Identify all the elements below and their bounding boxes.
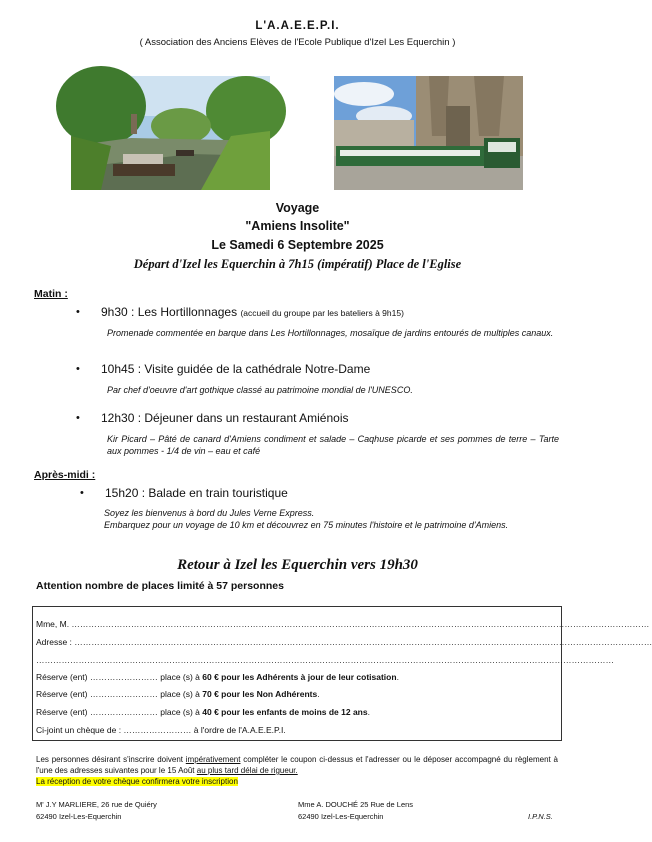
section-apresmidi: Après-midi : (34, 469, 96, 481)
reserve-enfants[interactable]: Réserve (ent) …………………… place (s) à 40 € pour les enfants de moins de 12 ans. (36, 707, 370, 717)
cheque-dots: …………………… (123, 725, 192, 735)
item-note: (accueil du groupe par les bateliers à 9h15) (240, 308, 404, 318)
name-label: Mme, M. (36, 619, 72, 629)
cheque-label: Ci-joint un chèque de : (36, 725, 124, 735)
info-imperatif: impérativement (185, 755, 241, 764)
reserve-adherents[interactable]: Réserve (ent) …………………… place (s) à 60 € pour les Adhérents à jour de leur cotisation. (36, 672, 399, 682)
contact-line: Mme A. DOUCHÉ 25 Rue de Lens (298, 800, 414, 809)
return-time: Retour à Izel les Equerchin vers 19h30 (177, 557, 418, 573)
reserve-label: Réserve (ent) (36, 707, 90, 717)
address-field[interactable] (36, 637, 652, 647)
place-label: place (s) à (157, 707, 203, 717)
contact-line: M' J.Y MARLIERE, 26 rue de Quiéry (36, 800, 157, 809)
price-enfants: 40 € pour les enfants de moins de 12 ans (202, 707, 368, 717)
contact-line: 62490 Izel-Les-Equerchin (298, 812, 384, 821)
ipns-mark: I.P.N.S. (528, 812, 553, 821)
program-item-train (105, 486, 288, 500)
cheque-order: à l'ordre de l'A.A.E.E.P.I. (191, 725, 286, 735)
place-label: place (s) à (157, 689, 203, 699)
info-text: compléter le coupon ci-dessus et l'adresser ou le déposer accompagné du règlement à l'une des adresses suivantes pour le 15 Août (36, 755, 558, 775)
bullet-icon: • (80, 487, 84, 499)
places-warning: Attention nombre de places limité à 57 personnes (36, 580, 284, 592)
item-time: 12h30 : Déjeuner dans un restaurant Amiénois (101, 411, 349, 425)
item-time: 9h30 : Les Hortillonnages (101, 305, 238, 319)
reserve-label: Réserve (ent) (36, 672, 90, 682)
event-departure: Départ d'Izel les Equerchin à 7h15 (impératif) Place de l'Eglise (133, 257, 462, 271)
reserve-label: Réserve (ent) (36, 689, 90, 699)
item-description: Par chef d'oeuvre d'art gothique classé au patrimoine mondial de l'UNESCO. (107, 385, 413, 395)
org-title: L'A.A.E.E.P.I. (255, 20, 340, 32)
info-deadline: au plus tard délai de rigueur. (196, 766, 298, 775)
address-field-line2[interactable] (36, 655, 614, 665)
item-time: 10h45 : Visite guidée de la cathédrale Notre-Dame (101, 362, 371, 376)
bullet-icon: • (76, 363, 80, 375)
place-label: place (s) à (157, 672, 203, 682)
info-text: Les personnes désirant s'inscrire doivent (36, 755, 186, 764)
address-label: Adresse : (36, 637, 75, 647)
info-confirmation: La réception de votre chèque confirmera votre inscription (36, 777, 238, 786)
address-dots: …………………………………………………………………………………………………………………………………………………………………………………… (36, 655, 614, 665)
item-time: 15h20 : Balade en train touristique (105, 486, 288, 500)
bullet-icon: • (76, 306, 80, 318)
event-title: "Amiens Insolite" (245, 219, 350, 233)
hortillonnages-photo (71, 76, 270, 190)
section-matin: Matin : (34, 288, 68, 300)
program-item-dejeuner (101, 411, 349, 425)
event-type: Voyage (275, 201, 320, 215)
cathedral-train-photo (334, 76, 523, 190)
reserve-non-adherents[interactable]: Réserve (ent) …………………… place (s) à 70 € pour les Non Adhérents. (36, 689, 320, 699)
program-item-hortillonnages (101, 305, 404, 319)
cheque-field[interactable] (36, 725, 286, 735)
registration-instructions (36, 754, 558, 787)
name-field[interactable] (36, 619, 650, 629)
item-description: Embarquez pour un voyage de 10 km et découvrez en 75 minutes l'histoire et le patrimoine d'Amiens. (104, 520, 509, 530)
org-subtitle: ( Association des Anciens Elèves de l'Ecole Publique d'Izel Les Equerchin ) (139, 37, 456, 48)
reserve-dots: …………………… (89, 707, 158, 717)
price-adherents: 60 € pour les Adhérents à jour de leur cotisation (202, 672, 397, 682)
bullet-icon: • (76, 412, 80, 424)
program-item-cathedrale (101, 362, 370, 376)
name-dots: …………………………………………………………………………………………………………………………………………………………………………………… (71, 619, 650, 629)
reserve-dots: …………………… (89, 689, 158, 699)
price-non-adherents: 70 € pour les Non Adhérents (202, 689, 318, 699)
contact-marliere (36, 799, 157, 823)
event-date: Le Samedi 6 Septembre 2025 (211, 238, 384, 252)
contact-line: 62490 Izel-Les-Equerchin (36, 812, 122, 821)
item-description: Promenade commentée en barque dans Les Hortillonnages, mosaïque de jardins entourés de multiples canaux. (107, 328, 554, 338)
item-description: Kir Picard – Pâté de canard d'Amiens condiment et salade – Caqhuse picarde et ses pommes de terre – Tarte aux pommes - 1/4 de vin – eau et café (107, 434, 559, 456)
item-description: Soyez les bienvenus à bord du Jules Verne Express. (104, 508, 315, 518)
contact-douche (298, 799, 413, 823)
address-dots: …………………………………………………………………………………………………………………………………………………………………………………… (74, 637, 652, 647)
reserve-dots: …………………… (89, 672, 158, 682)
